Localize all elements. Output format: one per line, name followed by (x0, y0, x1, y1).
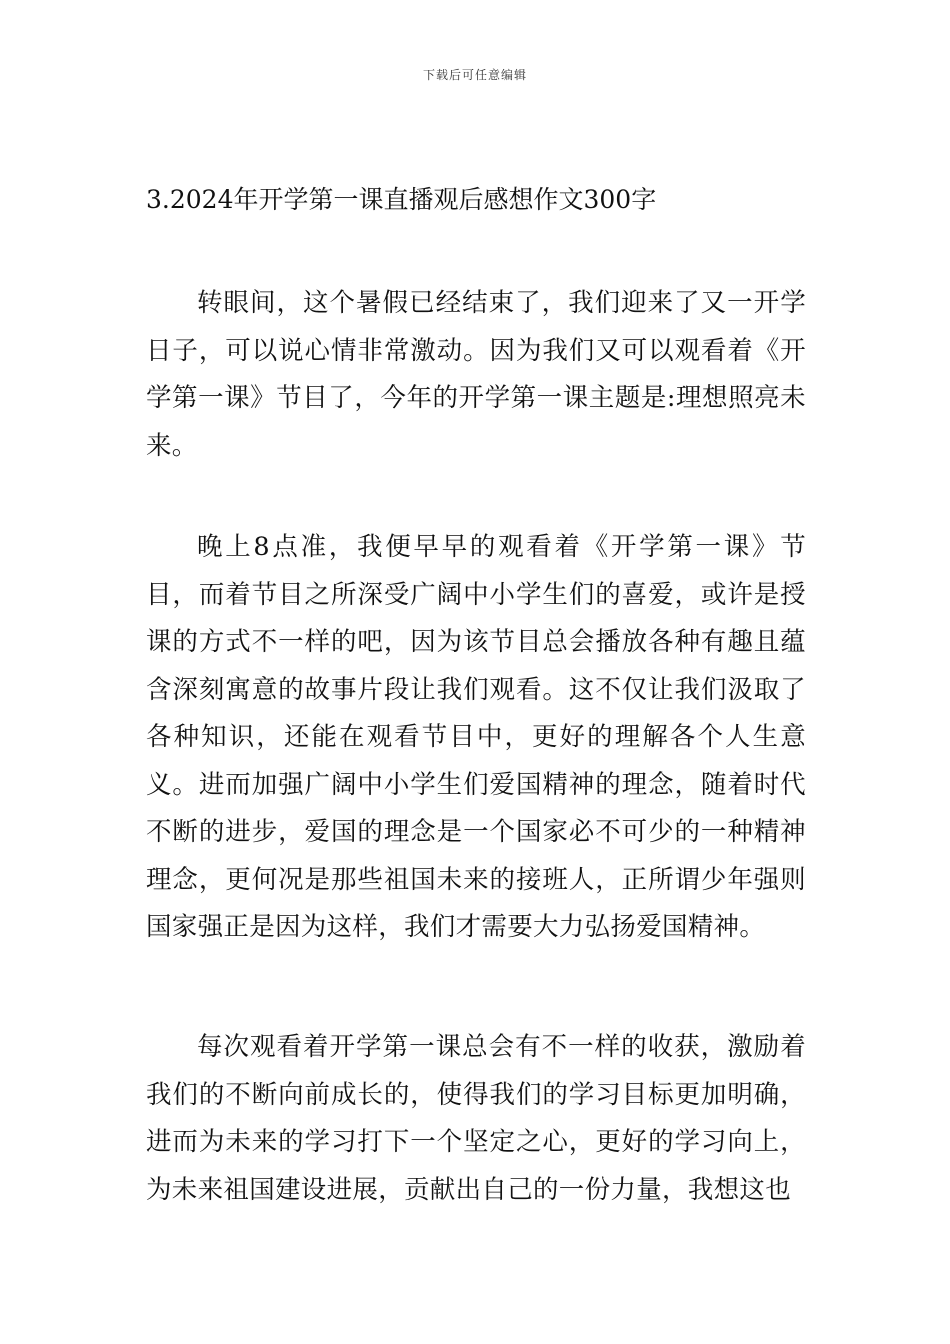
header-note: 下载后可任意编辑 (422, 68, 527, 82)
paragraph-1: 转眼间，这个暑假已经结束了，我们迎来了又一开学日子，可以说心情非常激动。因为我们又可以观看着《开学第一课》节目了，今年的开学第一课主题是:理想照亮未来。 (146, 288, 806, 461)
paragraph-3: 每次观看着开学第一课总会有不一样的收获，激励着我们的不断向前成长的，使得我们的学习目标更加明确，进而为未来的学习打下一个坚定之心，更好的学习向上，为未来祖国建设进展，贡献出自己的一份力量，我想这也 (146, 1032, 806, 1205)
document-title: 3.2024年开学第一课直播观后感想作文300字 (146, 185, 657, 214)
paragraph-2: 晚上8点准，我便早早的观看着《开学第一课》节目，而着节目之所深受广阔中小学生们的喜爱，或许是授课的方式不一样的吧，因为该节目总会播放各种有趣且蕴含深刻寓意的故事片段让我们观看。这不仅让我们汲取了各种知识，还能在观看节目中，更好的理解各个人生意义。进而加强广阔中小学生们爱国精神的理念，随着时代不断的进步，爱国的理念是一个国家必不可少的一种精神理念，更何况是那些祖国未来的接班人，正所谓少年强则国家强正是因为这样，我们才需要大力弘扬爱国精神。 (146, 532, 806, 942)
